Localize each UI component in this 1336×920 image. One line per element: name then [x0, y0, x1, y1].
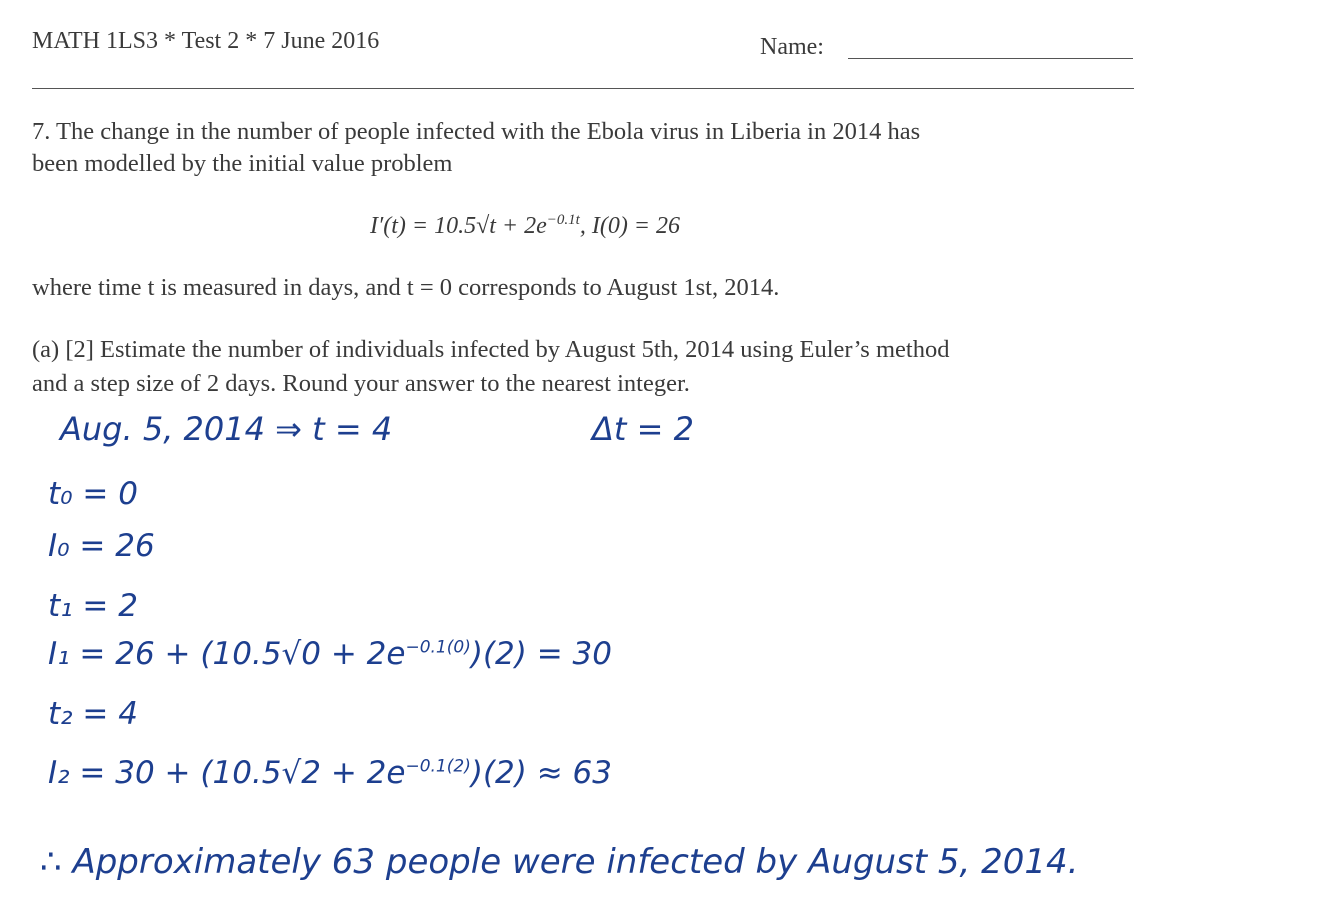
problem-intro-line-1: 7. The change in the number of people infected with the Ebola virus in Liberia in 2014 has: [32, 118, 921, 145]
name-blank-line: [848, 58, 1133, 59]
problem-intro-line-2: been modelled by the initial value problem: [32, 150, 453, 177]
handwritten-t0: t₀ = 0: [48, 476, 138, 512]
handwritten-date-line: Aug. 5, 2014 ⇒ t = 4: [60, 410, 393, 448]
handwritten-step-size: Δt = 2: [592, 410, 694, 448]
i1-prefix: I₁ = 26 + (10.5√0 + 2e: [48, 636, 406, 672]
handwritten-t1: t₁ = 2: [48, 588, 138, 624]
handwritten-i0: I₀ = 26: [48, 528, 155, 564]
initial-value-equation: [370, 212, 680, 240]
equation-exponent: −0.1t: [546, 212, 580, 228]
equation-suffix: , I(0) = 26: [579, 213, 680, 239]
handwritten-conclusion: ∴ Approximately 63 people were infected by August 5, 2014.: [40, 842, 1079, 882]
i2-suffix: )(2) ≈ 63: [470, 755, 612, 791]
handwritten-i1: [48, 636, 612, 672]
part-a-line-2: and a step size of 2 days. Round your answer to the nearest integer.: [32, 370, 690, 397]
header-divider: [32, 88, 1134, 89]
time-definition: where time t is measured in days, and t = 0 corresponds to August 1st, 2014.: [32, 274, 780, 301]
i2-exponent: −0.1(2): [405, 756, 471, 777]
equation-prefix: I′(t) = 10.5√t + 2e: [370, 213, 547, 239]
handwritten-i2: [48, 755, 612, 791]
name-label: Name:: [760, 34, 824, 60]
i1-exponent: −0.1(0): [405, 637, 471, 658]
handwritten-t2: t₂ = 4: [48, 696, 138, 732]
i2-prefix: I₂ = 30 + (10.5√2 + 2e: [48, 755, 406, 791]
part-a-line-1: (a) [2] Estimate the number of individuals infected by August 5th, 2014 using Euler’s method: [32, 336, 950, 363]
i1-suffix: )(2) = 30: [470, 636, 612, 672]
header-title: MATH 1LS3 * Test 2 * 7 June 2016: [32, 28, 380, 54]
